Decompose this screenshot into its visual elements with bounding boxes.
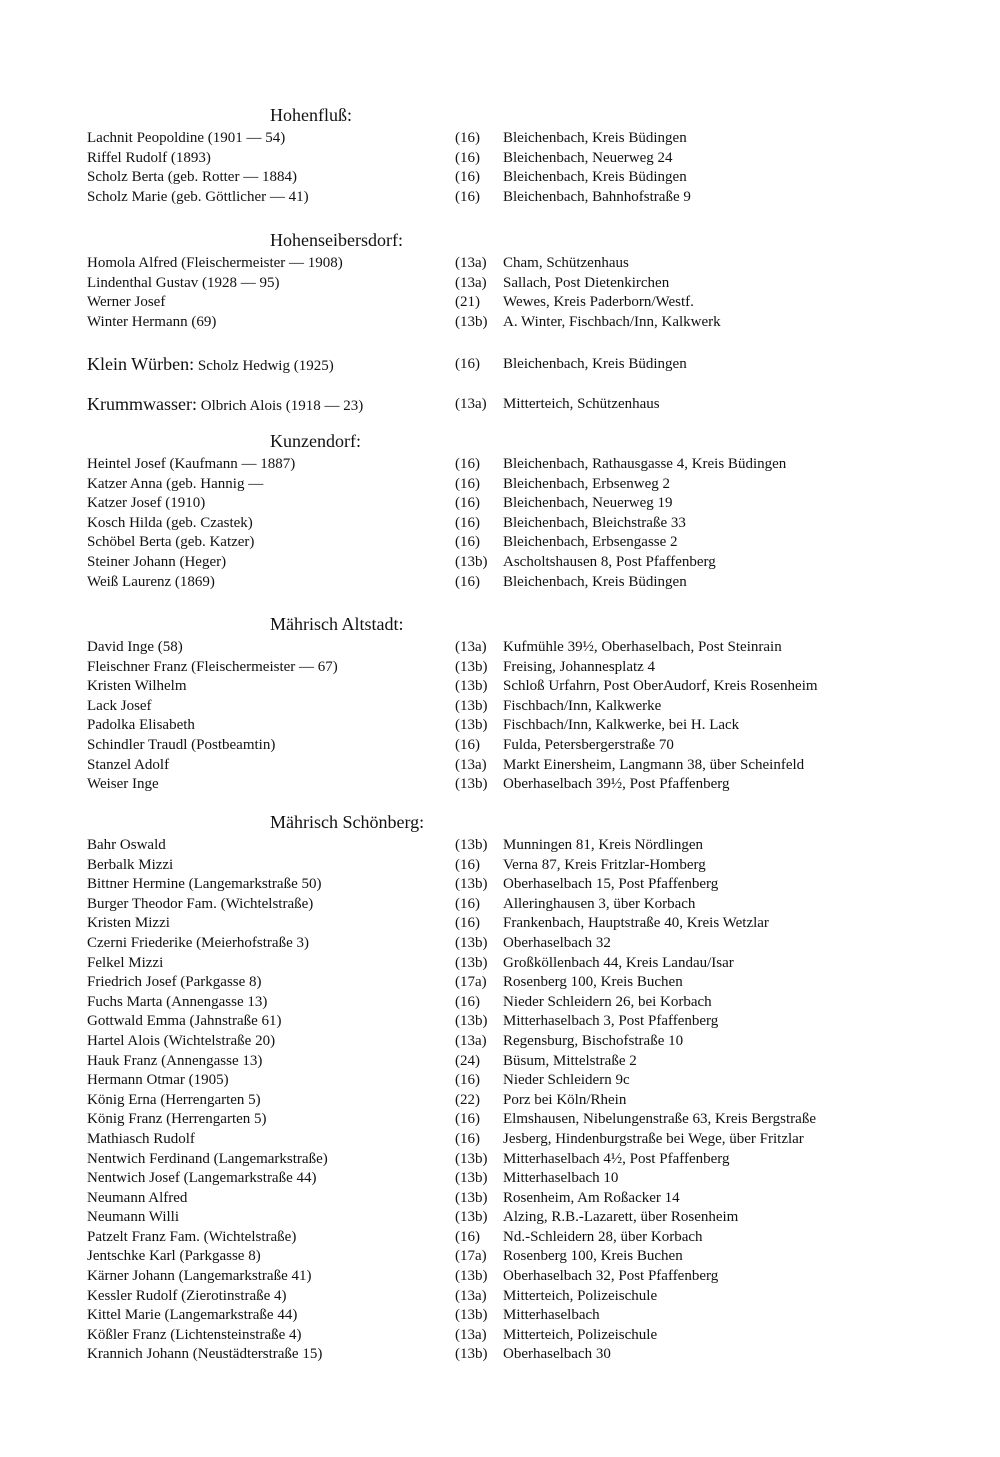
person-name: Neumann Willi bbox=[87, 1209, 180, 1226]
list-item bbox=[87, 455, 907, 475]
zone-code: (13b) bbox=[455, 658, 488, 675]
person-name: Burger Theodor Fam. (Wichtelstraße) bbox=[87, 895, 314, 912]
address: Cham, Schützenhaus bbox=[503, 255, 629, 271]
list-item bbox=[87, 254, 907, 274]
section-heading: Mährisch Schönberg: bbox=[270, 812, 425, 832]
list-item bbox=[87, 697, 907, 717]
person-name: Hermann Otmar (1905) bbox=[87, 1072, 229, 1089]
address: Bleichenbach, Neuerweg 19 bbox=[503, 495, 673, 512]
person-name: Riffel Rudolf (1893) bbox=[87, 149, 211, 166]
person-name: Fuchs Marta (Annengasse 13) bbox=[87, 993, 268, 1010]
address: Freising, Johannesplatz 4 bbox=[503, 658, 656, 675]
address: Bleichenbach, Kreis Büdingen bbox=[503, 169, 687, 186]
address: Mitterteich, Schützenhaus bbox=[503, 396, 660, 412]
person-name: Hartel Alois (Wichtelstraße 20) bbox=[87, 1032, 276, 1049]
list-item bbox=[87, 1110, 907, 1130]
person-name: Heintel Josef (Kaufmann — 1887) bbox=[87, 456, 296, 472]
zone-code: (16) bbox=[455, 1228, 480, 1245]
person-name: Stanzel Adolf bbox=[87, 756, 170, 773]
address: Regensburg, Bischofstraße 10 bbox=[503, 1032, 684, 1049]
list-item bbox=[87, 573, 907, 593]
zone-code: (16) bbox=[455, 1111, 480, 1128]
zone-code: (16) bbox=[455, 456, 480, 472]
list-item bbox=[87, 553, 907, 573]
address: Bleichenbach, Bleichstraße 33 bbox=[503, 514, 686, 531]
list-item bbox=[87, 1247, 907, 1267]
person-name: Scholz Berta (geb. Rotter — 1884) bbox=[87, 169, 297, 186]
person-name: Czerni Friederike (Meierhofstraße 3) bbox=[87, 934, 309, 951]
address: Bleichenbach, Erbsenweg 2 bbox=[503, 475, 671, 492]
address: Oberhaselbach 30 bbox=[503, 1346, 611, 1363]
list-item bbox=[87, 658, 907, 678]
list-item bbox=[87, 188, 907, 208]
address: Fulda, Petersbergerstraße 70 bbox=[503, 736, 674, 753]
address: Bleichenbach, Kreis Büdingen bbox=[503, 356, 687, 372]
zone-code: (16) bbox=[455, 495, 480, 512]
address: Wewes, Kreis Paderborn/Westf. bbox=[503, 294, 694, 311]
zone-code: (13b) bbox=[455, 678, 488, 695]
person-name: Fleischner Franz (Fleischermeister — 67) bbox=[87, 658, 338, 675]
section bbox=[87, 610, 907, 795]
list-item bbox=[87, 355, 907, 375]
list-item bbox=[87, 677, 907, 697]
zone-code: (13b) bbox=[455, 313, 488, 330]
zone-code: (13a) bbox=[455, 1287, 487, 1304]
person-name: Kessler Rudolf (Zierotinstraße 4) bbox=[87, 1287, 287, 1304]
list-item bbox=[87, 313, 907, 333]
list-item bbox=[87, 716, 907, 736]
person-name: Werner Josef bbox=[87, 294, 166, 311]
zone-code: (16) bbox=[455, 895, 480, 912]
person-name: Weiß Laurenz (1869) bbox=[87, 573, 215, 590]
zone-code: (13b) bbox=[455, 717, 488, 734]
address: Oberhaselbach 39½, Post Pfaffenberg bbox=[503, 776, 730, 793]
address: Ascholtshausen 8, Post Pfaffenberg bbox=[503, 553, 716, 570]
person-name: Schöbel Berta (geb. Katzer) bbox=[87, 534, 255, 551]
zone-code: (16) bbox=[455, 856, 480, 873]
list-item bbox=[87, 1012, 907, 1032]
list-item bbox=[87, 775, 907, 795]
address: Elmshausen, Nibelungenstraße 63, Kreis Bergstraße bbox=[503, 1111, 816, 1128]
person-name: Lindenthal Gustav (1928 — 95) bbox=[87, 274, 280, 291]
address: Mitterhaselbach bbox=[503, 1307, 600, 1324]
zone-code: (16) bbox=[455, 514, 480, 531]
person-name: Kosch Hilda (geb. Czastek) bbox=[87, 514, 253, 531]
person-name: Kristen Wilhelm bbox=[87, 678, 187, 695]
list-item bbox=[87, 1208, 907, 1228]
section bbox=[87, 808, 907, 1365]
person-name: Katzer Anna (geb. Hannig — bbox=[87, 475, 264, 492]
section bbox=[87, 226, 907, 332]
zone-code: (16) bbox=[455, 130, 480, 146]
section-heading: Krummwasser: bbox=[87, 394, 197, 414]
address: Schloß Urfahrn, Post OberAudorf, Kreis Rosenheim bbox=[503, 678, 818, 695]
list-item bbox=[87, 129, 907, 149]
zone-code: (16) bbox=[455, 993, 480, 1010]
zone-code: (13a) bbox=[455, 274, 487, 291]
list-item bbox=[87, 1228, 907, 1248]
person-name: Mathiasch Rudolf bbox=[87, 1130, 195, 1147]
zone-code: (16) bbox=[455, 736, 480, 753]
person-name: Lack Josef bbox=[87, 697, 152, 714]
list-item bbox=[87, 1306, 907, 1326]
address: Bleichenbach, Rathausgasse 4, Kreis Büdingen bbox=[503, 456, 787, 472]
address: Mitterhaselbach 3, Post Pfaffenberg bbox=[503, 1013, 719, 1030]
list-item bbox=[87, 1169, 907, 1189]
zone-code: (16) bbox=[455, 915, 480, 932]
zone-code: (24) bbox=[455, 1052, 480, 1069]
list-item bbox=[87, 973, 907, 993]
person-name-text: Olbrich Alois (1918 — 23) bbox=[200, 398, 364, 414]
zone-code: (21) bbox=[455, 294, 480, 311]
address: Bleichenbach, Erbsengasse 2 bbox=[503, 534, 678, 551]
person-name: Felkel Mizzi bbox=[87, 954, 164, 971]
list-item bbox=[87, 954, 907, 974]
address: Frankenbach, Hauptstraße 40, Kreis Wetzlar bbox=[503, 915, 769, 932]
address: Oberhaselbach 32 bbox=[503, 934, 611, 951]
person-name: Weiser Inge bbox=[87, 776, 159, 793]
list-item bbox=[87, 1189, 907, 1209]
person-name: König Franz (Herrengarten 5) bbox=[87, 1111, 267, 1128]
address: Bleichenbach, Bahnhofstraße 9 bbox=[503, 188, 691, 205]
address: Büsum, Mittelstraße 2 bbox=[503, 1052, 637, 1069]
person-name: Berbalk Mizzi bbox=[87, 856, 174, 873]
zone-code: (16) bbox=[455, 188, 480, 205]
person-name: Krannich Johann (Neustädterstraße 15) bbox=[87, 1346, 323, 1363]
list-item bbox=[87, 993, 907, 1013]
zone-code: (13b) bbox=[455, 1170, 488, 1187]
person-name: Padolka Elisabeth bbox=[87, 717, 195, 734]
list-item bbox=[87, 836, 907, 856]
address: Oberhaselbach 32, Post Pfaffenberg bbox=[503, 1268, 719, 1285]
section-heading: Hohenfluß: bbox=[270, 105, 352, 125]
section bbox=[87, 355, 907, 375]
person-name bbox=[87, 355, 334, 377]
address: Mitterteich, Polizeischule bbox=[503, 1287, 658, 1304]
address: Nieder Schleidern 26, bei Korbach bbox=[503, 993, 712, 1010]
address: Alzing, R.B.-Lazarett, über Rosenheim bbox=[503, 1209, 739, 1226]
list-item bbox=[87, 1052, 907, 1072]
list-item bbox=[87, 1032, 907, 1052]
person-name-text: Scholz Hedwig (1925) bbox=[197, 358, 334, 374]
zone-code: (16) bbox=[455, 169, 480, 186]
person-name: Neumann Alfred bbox=[87, 1189, 188, 1206]
list-item bbox=[87, 1287, 907, 1307]
zone-code: (13b) bbox=[455, 553, 488, 570]
person-name: Patzelt Franz Fam. (Wichtelstraße) bbox=[87, 1228, 297, 1245]
zone-code: (13b) bbox=[455, 837, 488, 853]
zone-code: (17a) bbox=[455, 1248, 487, 1265]
address: Bleichenbach, Neuerweg 24 bbox=[503, 149, 673, 166]
person-name: Kittel Marie (Langemarkstraße 44) bbox=[87, 1307, 298, 1324]
section bbox=[87, 395, 907, 415]
address: Porz bei Köln/Rhein bbox=[503, 1091, 627, 1108]
address: Großköllenbach 44, Kreis Landau/Isar bbox=[503, 954, 734, 971]
person-name: Kärner Johann (Langemarkstraße 41) bbox=[87, 1268, 312, 1285]
zone-code: (13a) bbox=[455, 639, 487, 655]
address: Rosenberg 100, Kreis Buchen bbox=[503, 1248, 683, 1265]
zone-code: (13b) bbox=[455, 1268, 488, 1285]
list-item bbox=[87, 1345, 907, 1365]
address: Jesberg, Hindenburgstraße bei Wege, über Fritzlar bbox=[503, 1130, 804, 1147]
address: Nieder Schleidern 9c bbox=[503, 1072, 630, 1089]
section-heading: Mährisch Altstadt: bbox=[270, 614, 404, 634]
section-heading: Hohenseibersdorf: bbox=[270, 230, 403, 250]
list-item bbox=[87, 533, 907, 553]
person-name: Gottwald Emma (Jahnstraße 61) bbox=[87, 1013, 282, 1030]
zone-code: (13b) bbox=[455, 1307, 488, 1324]
address: Rosenberg 100, Kreis Buchen bbox=[503, 974, 683, 991]
address: Munningen 81, Kreis Nördlingen bbox=[503, 837, 703, 853]
person-name: Schindler Traudl (Postbeamtin) bbox=[87, 736, 276, 753]
person-name: Steiner Johann (Heger) bbox=[87, 553, 227, 570]
person-name: Katzer Josef (1910) bbox=[87, 495, 206, 512]
person-name: Lachnit Peopoldine (1901 — 54) bbox=[87, 130, 286, 146]
person-name: Kößler Franz (Lichtensteinstraße 4) bbox=[87, 1326, 302, 1343]
zone-code: (13b) bbox=[455, 1209, 488, 1226]
address: A. Winter, Fischbach/Inn, Kalkwerk bbox=[503, 313, 721, 330]
list-item bbox=[87, 1326, 907, 1346]
list-item bbox=[87, 514, 907, 534]
list-item bbox=[87, 736, 907, 756]
section-heading: Kunzendorf: bbox=[270, 431, 361, 451]
person-name: Hauk Franz (Annengasse 13) bbox=[87, 1052, 263, 1069]
zone-code: (16) bbox=[455, 534, 480, 551]
list-item bbox=[87, 395, 907, 415]
zone-code: (13a) bbox=[455, 255, 487, 271]
zone-code: (13b) bbox=[455, 954, 488, 971]
list-item bbox=[87, 1150, 907, 1170]
zone-code: (13a) bbox=[455, 1032, 487, 1049]
list-item bbox=[87, 934, 907, 954]
list-item bbox=[87, 293, 907, 313]
list-item bbox=[87, 895, 907, 915]
zone-code: (16) bbox=[455, 573, 480, 590]
zone-code: (13a) bbox=[455, 396, 487, 412]
section-heading: Klein Würben: bbox=[87, 354, 195, 374]
list-item bbox=[87, 1267, 907, 1287]
list-item bbox=[87, 1071, 907, 1091]
list-item bbox=[87, 168, 907, 188]
address: Nd.-Schleidern 28, über Korbach bbox=[503, 1228, 703, 1245]
section bbox=[87, 427, 907, 592]
person-name: Homola Alfred (Fleischermeister — 1908) bbox=[87, 255, 343, 271]
zone-code: (17a) bbox=[455, 974, 487, 991]
person-name: Nentwich Ferdinand (Langemarkstraße) bbox=[87, 1150, 328, 1167]
list-item bbox=[87, 475, 907, 495]
address: Verna 87, Kreis Fritzlar-Homberg bbox=[503, 856, 706, 873]
address: Mitterhaselbach 10 bbox=[503, 1170, 619, 1187]
zone-code: (13b) bbox=[455, 876, 488, 893]
zone-code: (16) bbox=[455, 1130, 480, 1147]
person-name: Friedrich Josef (Parkgasse 8) bbox=[87, 974, 262, 991]
address: Bleichenbach, Kreis Büdingen bbox=[503, 130, 687, 146]
address: Fischbach/Inn, Kalkwerke bbox=[503, 697, 662, 714]
zone-code: (16) bbox=[455, 1072, 480, 1089]
address: Mitterhaselbach 4½, Post Pfaffenberg bbox=[503, 1150, 730, 1167]
address: Markt Einersheim, Langmann 38, über Scheinfeld bbox=[503, 756, 805, 773]
address: Kufmühle 39½, Oberhaselbach, Post Steinrain bbox=[503, 639, 782, 655]
list-item bbox=[87, 1130, 907, 1150]
list-item bbox=[87, 1091, 907, 1111]
person-name: Jentschke Karl (Parkgasse 8) bbox=[87, 1248, 261, 1265]
person-name: Nentwich Josef (Langemarkstraße 44) bbox=[87, 1170, 317, 1187]
list-item bbox=[87, 149, 907, 169]
zone-code: (13b) bbox=[455, 1150, 488, 1167]
list-item bbox=[87, 914, 907, 934]
address: Bleichenbach, Kreis Büdingen bbox=[503, 573, 687, 590]
list-item bbox=[87, 494, 907, 514]
zone-code: (16) bbox=[455, 149, 480, 166]
address: Mitterteich, Polizeischule bbox=[503, 1326, 658, 1343]
address: Fischbach/Inn, Kalkwerke, bei H. Lack bbox=[503, 717, 740, 734]
list-item bbox=[87, 875, 907, 895]
list-item bbox=[87, 856, 907, 876]
zone-code: (16) bbox=[455, 475, 480, 492]
zone-code: (16) bbox=[455, 356, 480, 372]
address: Sallach, Post Dietenkirchen bbox=[503, 274, 670, 291]
address: Alleringhausen 3, über Korbach bbox=[503, 895, 696, 912]
zone-code: (22) bbox=[455, 1091, 480, 1108]
zone-code: (13b) bbox=[455, 776, 488, 793]
person-name: Kristen Mizzi bbox=[87, 915, 170, 932]
person-name: David Inge (58) bbox=[87, 639, 183, 655]
zone-code: (13b) bbox=[455, 934, 488, 951]
zone-code: (13b) bbox=[455, 1346, 488, 1363]
zone-code: (13b) bbox=[455, 1189, 488, 1206]
list-item bbox=[87, 638, 907, 658]
person-name bbox=[87, 395, 363, 417]
person-name: König Erna (Herrengarten 5) bbox=[87, 1091, 261, 1108]
person-name: Bahr Oswald bbox=[87, 837, 166, 853]
address: Oberhaselbach 15, Post Pfaffenberg bbox=[503, 876, 719, 893]
person-name: Scholz Marie (geb. Göttlicher — 41) bbox=[87, 188, 309, 205]
person-name: Bittner Hermine (Langemarkstraße 50) bbox=[87, 876, 322, 893]
section bbox=[87, 101, 907, 207]
zone-code: (13b) bbox=[455, 697, 488, 714]
list-item bbox=[87, 274, 907, 294]
person-name: Winter Hermann (69) bbox=[87, 313, 217, 330]
zone-code: (13b) bbox=[455, 1013, 488, 1030]
zone-code: (13a) bbox=[455, 1326, 487, 1343]
address: Rosenheim, Am Roßacker 14 bbox=[503, 1189, 680, 1206]
list-item bbox=[87, 756, 907, 776]
zone-code: (13a) bbox=[455, 756, 487, 773]
